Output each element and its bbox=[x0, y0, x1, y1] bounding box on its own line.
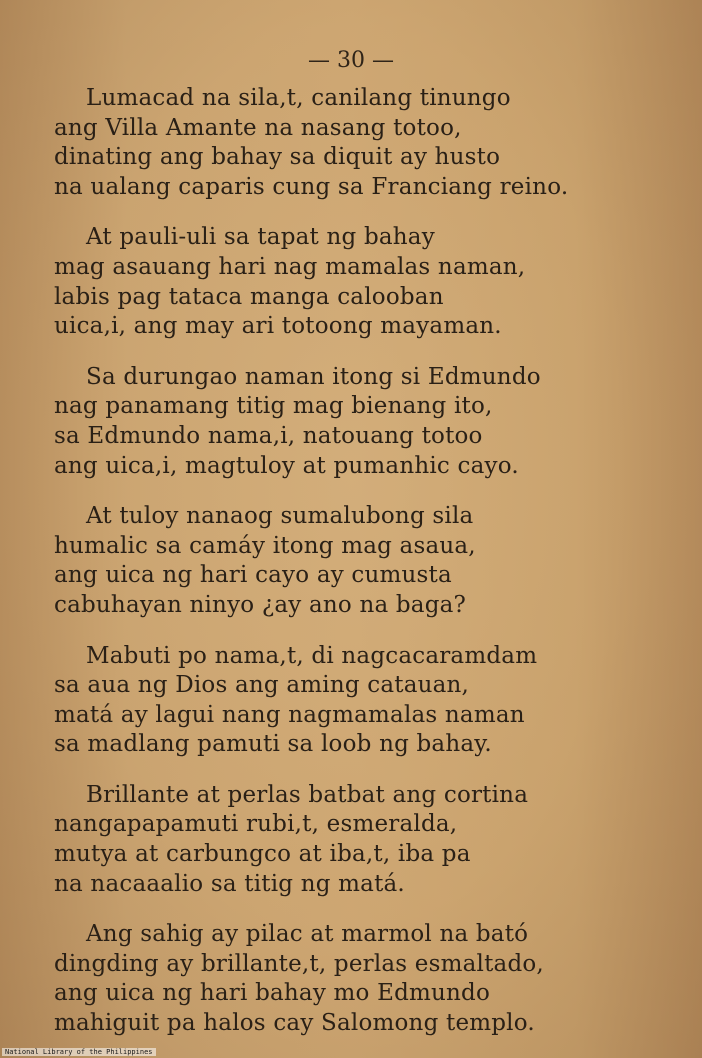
verse-line: Lumacad na sila,t, canilang tinungo bbox=[86, 85, 511, 111]
verse-line: labis pag tataca manga calooban bbox=[54, 283, 444, 310]
library-credit: National Library of the Philippines bbox=[2, 1048, 156, 1056]
verse-line: matá ay lagui nang nagmamalas naman bbox=[54, 701, 525, 728]
page-number: — 30 — bbox=[308, 48, 394, 73]
verse-line: Ang sahig ay pilac at marmol na bató bbox=[86, 921, 529, 948]
verse-line: cabuhayan ninyo ¿ay ano na baga? bbox=[54, 591, 467, 618]
verse-line: mag asauang hari nag mamalas naman, bbox=[54, 253, 526, 280]
verse-line: ang Villa Amante na nasang totoo, bbox=[54, 114, 462, 141]
stanza-7 bbox=[54, 920, 664, 1038]
verse-line: sa Edmundo nama,i, natouang totoo bbox=[54, 422, 483, 449]
verse-line: uica,i, ang may ari totoong mayaman. bbox=[54, 313, 502, 340]
stanza-1 bbox=[54, 84, 664, 202]
verse-line: na ualang caparis cung sa Franciang reino. bbox=[54, 173, 569, 200]
verse-line: At pauli-uli sa tapat ng bahay bbox=[86, 224, 435, 251]
verse-line: sa aua ng Dios ang aming catauan, bbox=[54, 672, 470, 699]
verse-line: nangapapamuti rubi,t, esmeralda, bbox=[54, 811, 458, 838]
verse-line: mutya at carbungco at iba,t, iba pa bbox=[54, 841, 471, 868]
stanza-3 bbox=[54, 363, 664, 481]
verse-line: ang uica,i, magtuloy at pumanhic cayo. bbox=[54, 452, 519, 479]
verse-line: Mabuti po nama,t, di nagcacaramdam bbox=[86, 642, 538, 669]
verse-line: nag panamang titig mag bienang ito, bbox=[54, 393, 493, 420]
stanza-2 bbox=[54, 223, 664, 341]
verse-line: mahiguit pa halos cay Salomong templo. bbox=[54, 1010, 535, 1037]
verse-line: humalic sa camáy itong mag asaua, bbox=[54, 532, 476, 559]
verse-line: ang uica ng hari bahay mo Edmundo bbox=[54, 980, 491, 1007]
verse-line: Brillante at perlas batbat ang cortina bbox=[86, 781, 529, 808]
poem-body bbox=[54, 84, 664, 1058]
verse-line: dingding ay brillante,t, perlas esmaltado, bbox=[54, 950, 544, 977]
verse-line: Sa durungao naman itong si Edmundo bbox=[86, 363, 541, 390]
verse-line: ang uica ng hari cayo ay cumusta bbox=[54, 562, 452, 589]
verse-line: na nacaaalio sa titig ng matá. bbox=[54, 870, 405, 897]
verse-line: sa madlang pamuti sa loob ng bahay. bbox=[54, 731, 492, 758]
stanza-4 bbox=[54, 502, 664, 620]
verse-line: At tuloy nanaog sumalubong sila bbox=[86, 503, 474, 530]
verse-line: dinating ang bahay sa diquit ay husto bbox=[54, 144, 501, 171]
stanza-6 bbox=[54, 781, 664, 899]
stanza-5 bbox=[54, 642, 664, 760]
